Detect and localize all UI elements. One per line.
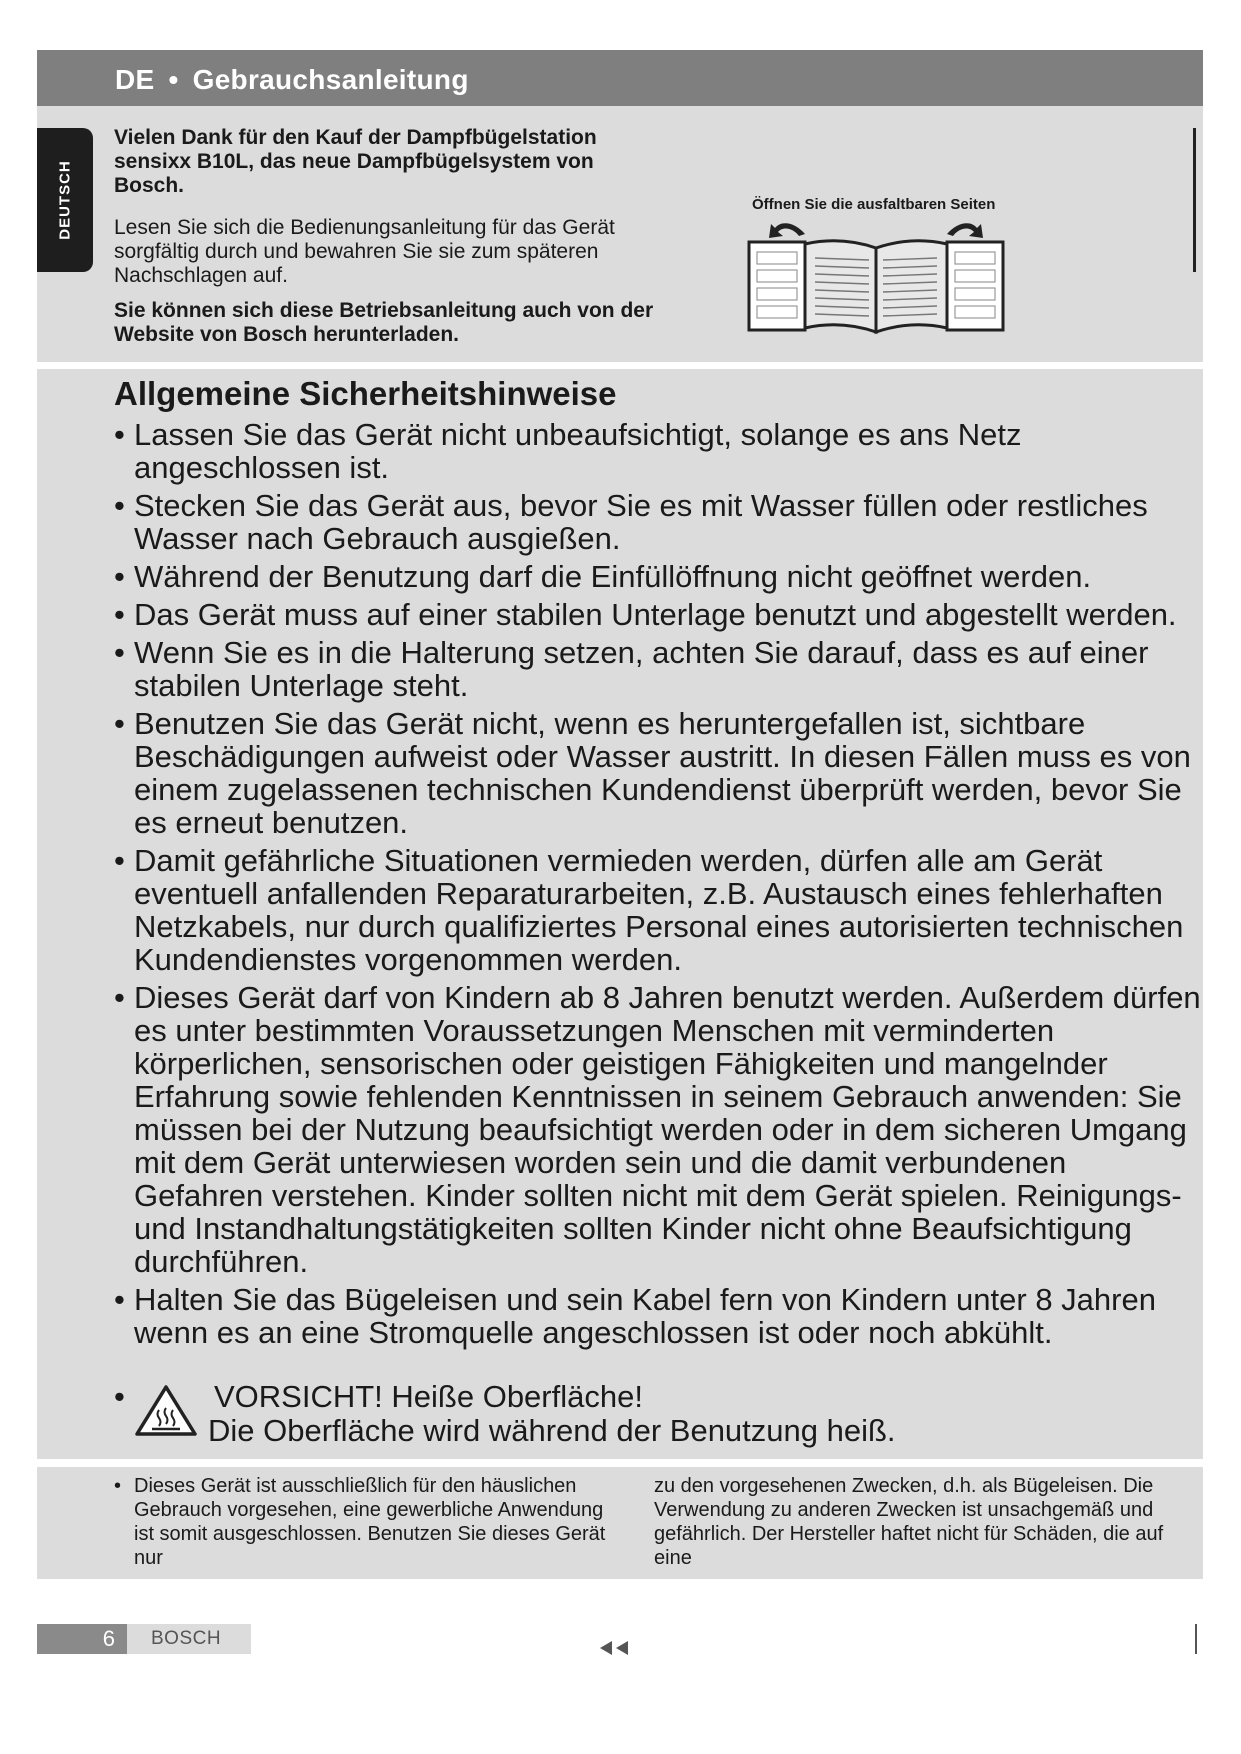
header-bar [37, 50, 1203, 106]
list-item: • Stecken Sie das Gerät aus, bevor Sie es mit Wasser füllen oder restliches Wasser nach Gebrauch ausgießen. [114, 489, 1204, 555]
list-item: • Dieses Gerät darf von Kindern ab 8 Jahren benutzt werden. Außerdem dürfen es unter bestimmten Voraussetzungen Menschen mit verminderten körperlichen, sensorischen oder geistigen Fähigkeiten und mangelnder Erfahrung sowie fehlenden Kenntnissen in seinem Gebrauch anwenden: Sie müssen bei der Nutzung beaufsichtigt werden oder in dem sicheren Umgang mit dem Gerät unterwiesen worden sein und die damit verbundenen Gefahren verstehen. Kinder sollten nicht mit dem Gerät spielen. Reinigungs- und Instandhaltungstätigkeiten sollten Kinder nicht ohne Beaufsichtigung durchführen. [114, 981, 1204, 1278]
unfold-right-arrow-icon [947, 223, 983, 238]
caution-title: VORSICHT! Heiße Oberfläche! [214, 1379, 643, 1414]
title-separator: • [168, 64, 179, 95]
caution-text: Die Oberfläche wird während der Benutzung heiß. [208, 1413, 896, 1448]
hot-surface-caution [114, 1380, 1014, 1450]
page-title [115, 64, 469, 96]
previous-page-arrows-icon [598, 1639, 632, 1657]
foldout-pages-illustration [745, 214, 1007, 338]
list-item: • Lassen Sie das Gerät nicht unbeaufsichtigt, solange es ans Netz angeschlossen ist. [114, 418, 1204, 484]
list-item: • Das Gerät muss auf einer stabilen Unterlage benutzt und abgestellt werden. [114, 598, 1204, 631]
hot-surface-warning-icon [134, 1384, 198, 1438]
safety-list [114, 418, 1204, 1354]
page-number: 6 [102, 1626, 115, 1651]
list-item: • Damit gefährliche Situationen vermieden werden, dürfen alle am Gerät eventuell anfallenden Reparaturarbeiten, z.B. Austausch eines fehlerhaften Netzkabels, nur durch qualifiziertes Personal eines autorisierten technischen Kundendienstes vorgenommen werden. [114, 844, 1204, 976]
footer-edge-marker [1195, 1624, 1197, 1654]
list-item: • Halten Sie das Bügeleisen und sein Kabel fern von Kindern unter 8 Jahren wenn es an eine Stromquelle angeschlossen ist oder noch abkühlt. [114, 1283, 1204, 1349]
list-item: • Wenn Sie es in die Halterung setzen, achten Sie darauf, dass es auf einer stabilen Unterlage steht. [114, 636, 1204, 702]
caution-bullet: • [114, 1379, 125, 1414]
usage-bullet: • [114, 1475, 122, 1497]
language-side-tab [37, 128, 93, 272]
foldout-caption: Öffnen Sie die ausfaltbaren Seiten [752, 196, 996, 213]
brand-name: BOSCH [151, 1628, 222, 1649]
language-code: DE [115, 64, 155, 95]
safety-heading: Allgemeine Sicherheitshinweise [114, 375, 617, 412]
usage-left-column [114, 1474, 624, 1570]
intro-read-instructions: Lesen Sie sich die Bedienungsanleitung für das Gerät sorgfältig durch und bewahren Sie sie zum späteren Nachschlagen auf. [114, 216, 615, 287]
unfold-left-arrow-icon [769, 223, 805, 238]
intro-download-note: Sie können sich diese Betriebsanleitung auch von der Website von Bosch herunterladen. [114, 299, 654, 346]
language-side-tab-label: DEUTSCH [56, 160, 74, 240]
document-title: Gebrauchsanleitung [192, 64, 469, 95]
page-number-tab [37, 1624, 127, 1654]
usage-left-text: Dieses Gerät ist ausschließlich für den häuslichen Gebrauch vorgesehen, eine gewerbliche Anwendung ist somit ausgeschlossen. Benutzen Sie dieses Gerät nur [134, 1475, 606, 1569]
intro-thanks: Vielen Dank für den Kauf der Dampfbügelstation sensixx B10L, das neue Dampfbügelsystem von Bosch. [114, 126, 597, 197]
edge-marker [1193, 128, 1196, 272]
usage-right-column: zu den vorgesehenen Zwecken, d.h. als Bügeleisen. Die Verwendung zu anderen Zwecken ist unsachgemäß und gefährlich. Der Hersteller haftet nicht für Schäden, die auf eine [654, 1475, 1164, 1569]
list-item: • Benutzen Sie das Gerät nicht, wenn es heruntergefallen ist, sichtbare Beschädigungen aufweist oder Wasser austritt. In diesen Fällen muss es von einem zugelassenen technischen Kundendienst überprüft werden, bevor Sie es erneut benutzen. [114, 707, 1204, 839]
brand-tab [127, 1624, 251, 1654]
list-item: • Während der Benutzung darf die Einfüllöffnung nicht geöffnet werden. [114, 560, 1204, 593]
